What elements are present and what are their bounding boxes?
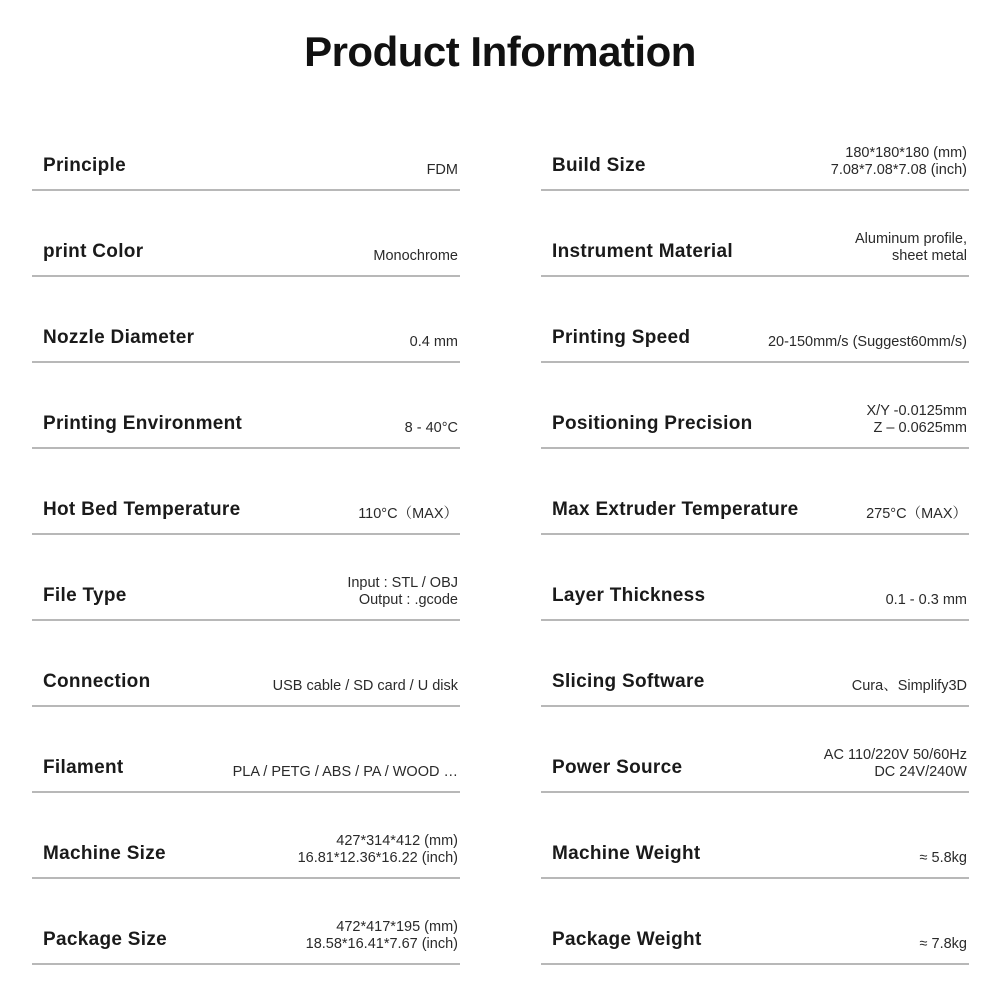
spec-row-layer-thickness [541, 535, 969, 621]
spec-value-line: Aluminum profile, [854, 231, 967, 247]
spec-row-printing-environment [32, 363, 460, 449]
spec-label: Package Size [43, 929, 168, 950]
spec-row-connection [32, 621, 460, 707]
spec-value-line: 0.4 mm [409, 334, 458, 350]
spec-value [831, 145, 967, 179]
divider [32, 963, 460, 965]
spec-row-power-source [541, 707, 969, 793]
spec-row-filament [32, 707, 460, 793]
spec-row-instrument-material [541, 191, 969, 277]
spec-label: Build Size [552, 155, 646, 176]
spec-value-line: 180*180*180 (mm) [845, 145, 967, 161]
spec-row-slicing-software [541, 621, 969, 707]
spec-label: Machine Size [43, 843, 166, 864]
spec-label: Printing Environment [43, 413, 243, 434]
spec-label: Power Source [552, 757, 683, 778]
spec-value-line: PLA / PETG / ABS / PA / WOOD … [232, 764, 458, 780]
spec-value [920, 936, 967, 953]
spec-value [866, 506, 967, 523]
spec-value-line: 8 - 40°C [404, 420, 458, 436]
spec-value [373, 248, 458, 265]
spec-row-printing-speed [541, 277, 969, 363]
spec-label: Instrument Material [552, 241, 733, 262]
spec-value-line: 20-150mm/s (Suggest60mm/s) [767, 334, 967, 350]
spec-row-package-size [32, 879, 460, 965]
spec-column-left [32, 105, 460, 965]
spec-value-line: X/Y -0.0125mm [866, 403, 967, 419]
spec-value [427, 162, 458, 179]
spec-value-line: Input : STL / OBJ [347, 575, 458, 591]
spec-label: Nozzle Diameter [43, 327, 195, 348]
divider [541, 963, 969, 965]
spec-label: print Color [43, 241, 144, 262]
spec-label: Connection [43, 671, 151, 692]
spec-value-line: DC 24V/240W [874, 764, 967, 780]
spec-label: Hot Bed Temperature [43, 499, 241, 520]
spec-value-line: Monochrome [373, 248, 458, 264]
spec-value [855, 231, 967, 265]
spec-value-line: USB cable / SD card / U disk [272, 678, 458, 694]
spec-value [273, 678, 458, 695]
spec-value [306, 919, 458, 953]
spec-row-file-type [32, 535, 460, 621]
spec-value-line: 427*314*412 (mm) [336, 833, 458, 849]
spec-value-line: 472*417*195 (mm) [336, 919, 458, 935]
spec-value-line: Output : .gcode [358, 592, 458, 608]
spec-value-line: 16.81*12.36*16.22 (inch) [297, 850, 458, 866]
spec-value [298, 833, 458, 867]
spec-row-build-size [541, 105, 969, 191]
spec-value-line: 275°C（MAX） [866, 506, 967, 522]
spec-value [867, 403, 967, 437]
spec-value [410, 334, 458, 351]
spec-value [358, 506, 458, 523]
spec-value-line: 7.08*7.08*7.08 (inch) [830, 162, 967, 178]
spec-value [233, 764, 458, 781]
spec-label: Machine Weight [552, 843, 701, 864]
spec-value [886, 592, 967, 609]
spec-value-line: ≈ 7.8kg [919, 936, 967, 952]
page-title: Product Information [304, 28, 696, 75]
spec-label: Slicing Software [552, 671, 705, 692]
spec-row-nozzle-diameter [32, 277, 460, 363]
spec-value-line: 110°C（MAX） [358, 506, 458, 522]
spec-value [920, 850, 967, 867]
spec-label: Max Extruder Temperature [552, 499, 799, 520]
spec-label: Positioning Precision [552, 413, 753, 434]
spec-row-positioning-precision [541, 363, 969, 449]
spec-value [768, 334, 967, 351]
spec-value-line: 0.1 - 0.3 mm [885, 592, 967, 608]
spec-column-right [541, 105, 969, 965]
spec-row-machine-size [32, 793, 460, 879]
spec-value [852, 678, 967, 695]
spec-row-hot-bed-temperature [32, 449, 460, 535]
spec-label: File Type [43, 585, 127, 606]
spec-label: Package Weight [552, 929, 702, 950]
spec-row-principle [32, 105, 460, 191]
spec-value-line: ≈ 5.8kg [919, 850, 967, 866]
spec-label: Printing Speed [552, 327, 691, 348]
spec-label: Layer Thickness [552, 585, 706, 606]
spec-value-line: FDM [426, 162, 458, 178]
spec-row-print-color [32, 191, 460, 277]
spec-value [824, 747, 967, 781]
spec-value-line: Cura、Simplify3D [851, 678, 967, 694]
spec-row-max-extruder-temperature [541, 449, 969, 535]
spec-value-line: Z – 0.0625mm [873, 420, 967, 436]
spec-label: Filament [43, 757, 124, 778]
spec-value [347, 575, 458, 609]
spec-label: Principle [43, 155, 126, 176]
spec-value-line: sheet metal [892, 248, 967, 264]
spec-value [405, 420, 458, 437]
spec-value-line: 18.58*16.41*7.67 (inch) [305, 936, 458, 952]
spec-row-machine-weight [541, 793, 969, 879]
spec-row-package-weight [541, 879, 969, 965]
spec-value-line: AC 110/220V 50/60Hz [823, 747, 967, 763]
